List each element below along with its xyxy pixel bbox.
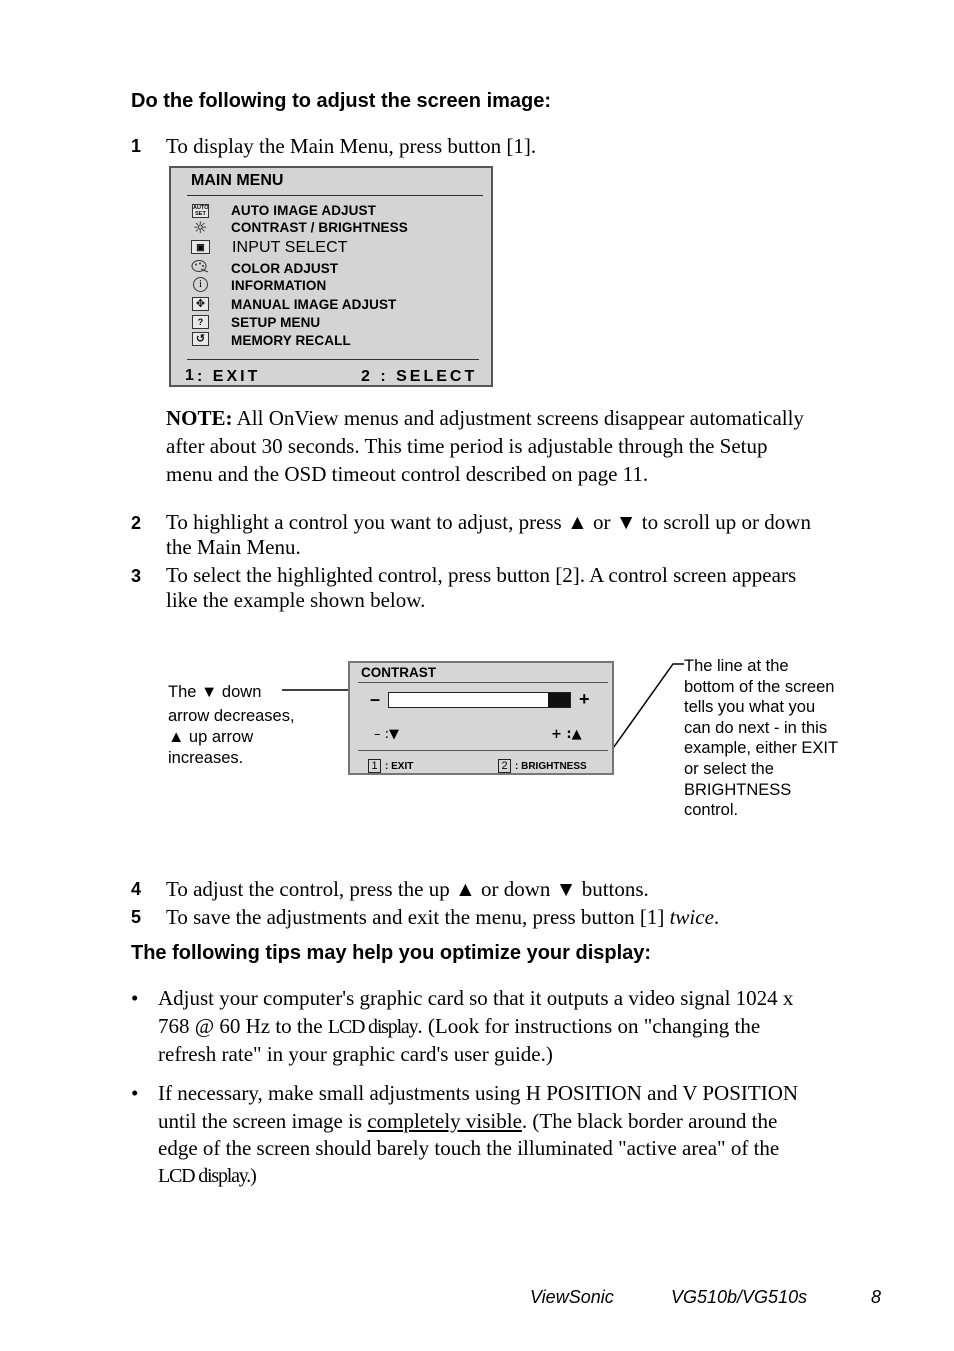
menu-item-manual-image-adjust[interactable]: MANUAL IMAGE ADJUST	[231, 297, 397, 312]
note-paragraph: NOTE: All OnView menus and adjustment screens disappear automatically after about 30 seconds. This time period is adjustable through the Setup menu and the OSD timeout control described on page 11.	[166, 406, 804, 486]
main-menu-title: MAIN MENU	[191, 172, 284, 189]
menu-item-information[interactable]: INFORMATION	[231, 278, 327, 293]
menu-item-auto-image-adjust[interactable]: AUTO IMAGE ADJUST	[231, 203, 376, 218]
menu-item-memory-recall[interactable]: MEMORY RECALL	[231, 333, 351, 348]
contrast-plus: +	[579, 689, 590, 709]
step-number: 1	[131, 136, 142, 156]
note-label: NOTE:	[166, 406, 233, 430]
brightness-button-hint[interactable]: 2 : BRIGHTNESS	[498, 756, 587, 774]
contrast-level-bar[interactable]	[388, 692, 571, 708]
question-icon: ?	[192, 315, 209, 329]
step-number: 3	[131, 566, 142, 586]
button-2-box: 2	[498, 759, 511, 773]
footer-brand: ViewSonic	[530, 1287, 614, 1307]
contrast-level-fill	[548, 693, 570, 707]
menu-item-input-select[interactable]: INPUT SELECT	[232, 239, 348, 256]
step-text: To save the adjustments and exit the menu, press button [1] twice.	[166, 905, 720, 929]
section-heading-adjust: Do the following to adjust the screen image:	[131, 90, 552, 112]
step-text: To adjust the control, press the up ▲ or down ▼ buttons.	[166, 877, 649, 901]
footer-page-number: 8	[871, 1287, 882, 1307]
step-text: To highlight a control you want to adjust, press ▲ or ▼ to scroll up or down the Main Menu.	[166, 510, 811, 559]
brightness-sun-icon: ☼	[193, 218, 208, 237]
contrast-title: CONTRAST	[361, 665, 436, 680]
bullet: •	[131, 1081, 139, 1105]
left-callout: The ▼ down arrow decreases, ▲ up arrow increases.	[168, 683, 295, 767]
move-arrows-icon: ✥	[192, 297, 209, 311]
tip-paragraph: If necessary, make small adjustments using H POSITION and V POSITION until the screen image is completely visible. (The black border around the edge of the screen should barely touch the illuminated "active area" of the LCD display.)	[158, 1081, 799, 1187]
auto-set-icon: AUTO SET	[193, 205, 209, 217]
right-callout: The line at the bottom of the screen tells you what you can do next - in this example, either EXIT or select the BRIGHTNESS control.	[684, 657, 839, 820]
contrast-divider	[358, 750, 608, 751]
contrast-divider	[358, 682, 608, 683]
menu-item-color-adjust[interactable]: COLOR ADJUST	[231, 261, 339, 276]
section-heading-tips: The following tips may help you optimize your display:	[131, 942, 652, 964]
exit-key-label[interactable]: : EXIT	[197, 368, 261, 385]
select-key-label[interactable]: 2 : SELECT	[361, 368, 478, 385]
contrast-screen	[348, 661, 614, 775]
menu-item-setup-menu[interactable]: SETUP MENU	[231, 315, 321, 330]
right-callout-line	[606, 664, 684, 758]
increase-key-hint: + :▲	[551, 727, 582, 742]
footer-model: VG510b/VG510s	[671, 1287, 808, 1307]
button-1-box: 1	[368, 759, 381, 773]
step-number: 2	[131, 513, 142, 533]
exit-button-hint[interactable]: 1 : EXIT	[368, 756, 413, 774]
memory-recall-icon: ↺	[192, 332, 209, 346]
step-number: 5	[131, 907, 142, 927]
step-number: 4	[131, 879, 142, 899]
decrease-key-hint: – :▼	[374, 727, 400, 742]
tip-paragraph: Adjust your computer's graphic card so that it outputs a video signal 1024 x 768 @ 60 Hz to the LCD display. (Look for instructions on "changing the refresh rate" in your graphic card's user guide.)	[158, 986, 794, 1066]
menu-item-contrast-brightness[interactable]: CONTRAST / BRIGHTNESS	[231, 220, 408, 235]
exit-key-number: 1	[185, 367, 194, 384]
step-text: To select the highlighted control, press button [2]. A control screen appears like the example shown below.	[166, 563, 797, 612]
step-text: To display the Main Menu, press button [1].	[166, 134, 537, 158]
info-icon: i	[193, 277, 208, 292]
input-select-icon: ▣	[191, 240, 210, 254]
contrast-minus: –	[370, 689, 381, 709]
bullet: •	[131, 986, 139, 1010]
